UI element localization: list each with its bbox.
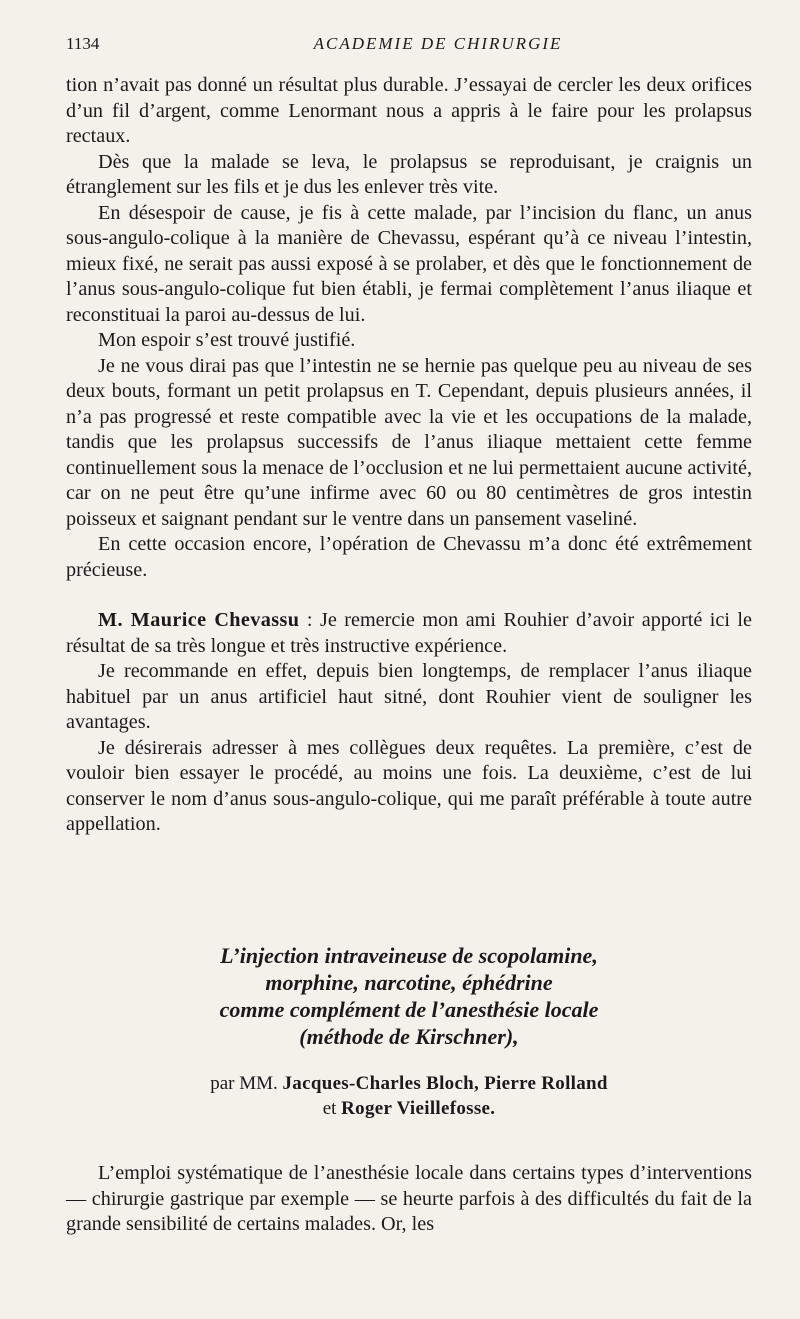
title-line: L’injection intraveineuse de scopolamine,	[220, 943, 598, 968]
author-names: Roger Vieillefosse.	[341, 1098, 496, 1119]
title-line: (méthode de Kirschner),	[299, 1024, 519, 1049]
paragraph: Je ne vous dirai pas que l’intestin ne se hernie pas quelque peu au niveau de ses deux bouts, formant un petit prolapsus en T. Cependant, depuis plusieurs années, il n’a pas progressé et reste compatible avec la vie et les occupations de la malade, tandis que les prolapsus successifs de l’anus iliaque mettaient cette femme continuellement sous la menace de l’occlusion et ne lui permettaient aucune activité, car on ne peut être qu’une infirme avec 60 ou 80 centimètres de gros intestin poisseux et saignant pendant sur le ventre dans un pansement vaseliné.	[66, 354, 752, 530]
page-header	[66, 34, 750, 58]
authors-line	[66, 1071, 752, 1096]
discussion-text	[66, 73, 752, 838]
author-names: Jacques-Charles Bloch, Pierre Rolland	[282, 1073, 608, 1094]
article-authors	[66, 1071, 752, 1121]
speaker-name: M. Maurice Chevassu	[98, 609, 300, 631]
by-prefix: par MM.	[210, 1073, 283, 1094]
paragraph: Mon espoir s’est trouvé justifié.	[98, 329, 356, 351]
authors-line	[66, 1096, 752, 1121]
article-intro	[66, 1161, 752, 1238]
paragraph: Dès que la malade se leva, le prolapsus se reproduisant, je craignis un étranglement sur les fils et je dus les enlever très vite.	[66, 150, 752, 198]
paragraph: Je désirerais adresser à mes collègues deux requêtes. La première, c’est de vouloir bien essayer le procédé, au moins une fois. La deuxième, c’est de lui conserver le nom d’anus sous-angulo-colique, qui me paraît préférable à toute autre appellation.	[66, 736, 752, 835]
speaker-paragraph	[66, 608, 752, 659]
paragraph: En cette occasion encore, l’opération de Chevassu m’a donc été extrêmement précieuse.	[66, 533, 752, 581]
running-head: ACADEMIE DE CHIRURGIE	[313, 34, 563, 53]
paragraph: En désespoir de cause, je fis à cette malade, par l’incision du flanc, un anus sous-angulo-colique à la manière de Chevassu, espérant qu’à ce niveau l’intestin, mieux fixé, ne serait pas aussi exposé à se prolaber, et dès que le fonctionnement de l’anus sous-angulo-colique fut bien établi, je fermai complètement l’anus iliaque et reconstituai la paroi au-dessus de lui.	[66, 201, 752, 326]
paragraph: tion n’avait pas donné un résultat plus durable. J’essayai de cercler les deux orifices d’un fil d’argent, comme Lenormant nous a appris à le faire pour les prolapsus rectaux.	[66, 74, 752, 147]
page-number: 1134	[66, 34, 100, 53]
title-line: morphine, narcotine, éphédrine	[265, 970, 553, 995]
speaker-text: : Je remercie mon ami Rouhier d’avoir apporté ici le résultat de sa très longue et très instructive expérience.	[66, 609, 752, 657]
title-line: comme complément de l’anesthésie locale	[219, 997, 599, 1022]
article-title	[66, 942, 752, 1050]
paragraph: L’emploi systématique de l’anesthésie locale dans certains types d’interventions — chirurgie gastrique par exemple — se heurte parfois à des difficultés du fait de la grande sensibilité de certains malades. Or, les	[66, 1162, 752, 1235]
paragraph: Je recommande en effet, depuis bien longtemps, de remplacer l’anus iliaque habituel par un anus artificiel haut sitné, dont Rouhier vient de souligner les avantages.	[66, 660, 752, 733]
and-word: et	[322, 1098, 342, 1119]
